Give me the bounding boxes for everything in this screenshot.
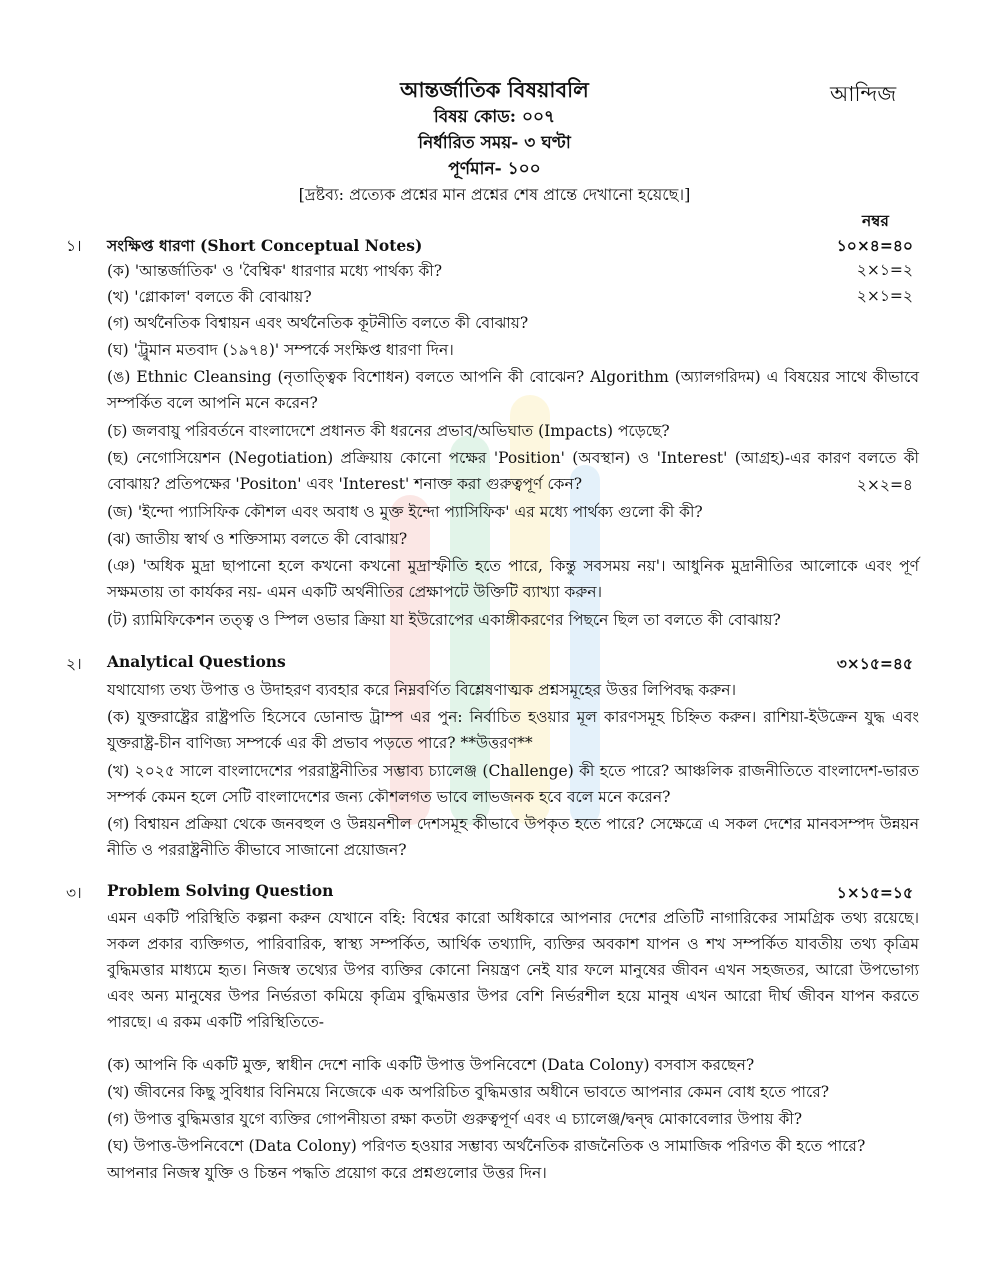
q2-item: (ক) যুক্তরাষ্ট্রের রাষ্ট্রপতি হিসেবে ডোনাল্ড ট্রাম্প এর পুন: নির্বাচিত হওয়ার মূল কারণসমূহ চিহ্নিত করুন। রাশিয়া-ইউক্রেন যুদ্ধ এবং যুক্তরাষ্ট্র-চীন বাণিজ্য সম্পর্কে এর কী প্রভাব পড়তে পারে? **উত্তরণ** — [107, 708, 919, 752]
exam-time: নির্ধারিত সময়- ৩ ঘণ্টা — [418, 133, 571, 153]
full-marks: পূর্ণমান- ১০০ — [448, 159, 541, 179]
exam-title: আন্তর্জাতিক বিষয়াবলি — [400, 77, 589, 102]
marks-column-heading: নম্বর — [862, 211, 889, 230]
q3-item: (ক) আপনি কি একটি মুক্ত, স্বাধীন দেশে নাকি একটি উপাত্ত উপনিবেশে (Data Colony) বসবাস করছেন? — [107, 1056, 755, 1074]
instruction-note: [দ্রষ্টব্য: প্রত্যেক প্রশ্নের মান প্রশ্নের শেষ প্রান্তে দেখানো হয়েছে।] — [298, 185, 691, 204]
q1-item: (ট) র‍্যামিফিকেশন তত্ত্ব ও স্পিল ওভার ক্রিয়া যা ইউরোপের একাঙ্গীকরণের পিছনে ছিল তা বলতে কী বোঝায়? — [107, 611, 781, 629]
q1-item: (ঘ) 'ট্রুমান মতবাদ (১৯৭৪)' সম্পর্কে সংক্ষিপ্ত ধারণা দিন। — [107, 341, 454, 359]
q1-item: (ঝ) জাতীয় স্বার্থ ও শক্তিসাম্য বলতে কী বোঝায়? — [107, 530, 408, 548]
q1-item: (ছ) নেগোসিয়েশন (Negotiation) প্রক্রিয়ায় কোনো পক্ষের 'Position' (অবস্থান) ও 'Interest' (আগ্রহ)-এর কারণ বলতে কী বোঝায়? প্রতিপক্ষের 'Positon' এবং 'Interest' শনাক্ত করা গুরুত্বপূর্ণ কেন? — [107, 449, 919, 493]
q1-item: (ঞ) 'অধিক মুদ্রা ছাপানো হলে কখনো কখনো মুদ্রাস্ফীতি হতে পারে, কিন্তু সবসময় নয়'। আধুনিক মুদ্রানীতির আলোকে এবং পূর্ণ সক্ষমতায় তা কার্যকর নয়- এমন একটি অর্থনীতির প্রেক্ষাপটে উক্তিটি ব্যাখ্যা করুন। — [107, 557, 919, 601]
q1-item: (ক) 'আন্তর্জাতিক' ও 'বৈশ্বিক' ধারণার মধ্যে পার্থক্য কী? — [107, 262, 443, 280]
q3-item: (গ) উপাত্ত বুদ্ধিমত্তার যুগে ব্যক্তির গোপনীয়তা রক্ষা কতটা গুরুত্বপূর্ণ এবং এ চ্যালেঞ্জ/দ্বন্দ্ব মোকাবেলার উপায় কী? — [107, 1110, 803, 1128]
q1-item: (চ) জলবায়ু পরিবর্তনে বাংলাদেশে প্রধানত কী ধরনের প্রভাব/অভিঘাত (Impacts) পড়েছে? — [107, 422, 670, 440]
q1-item: (জ) 'ইন্দো প্যাসিফিক কৌশল এবং অবাধ ও মুক্ত ইন্দো প্যাসিফিক' এর মধ্যে পার্থক্য গুলো কী কী? — [107, 503, 703, 521]
q1-item-marks: ২×১=২ — [856, 287, 913, 305]
q2-intro: যথাযোগ্য তথ্য উপাত্ত ও উদাহরণ ব্যবহার করে নিম্নবর্ণিত বিশ্লেষণাত্মক প্রশ্নসমূহের উত্তর লিপিবদ্ধ করুন। — [107, 681, 737, 699]
q1-title: সংক্ষিপ্ত ধারণা (Short Conceptual Notes) — [107, 236, 423, 255]
q2-marks: ৩×১৫=৪৫ — [836, 654, 913, 673]
q3-intro: এমন একটি পরিস্থিতি কল্পনা করুন যেখানে বহি: বিশ্বের কারো অধিকারে আপনার দেশের প্রতিটি নাগারিকের সামগ্রিক তথ্য রয়েছে। সকল প্রকার ব্যক্তিগত, পারিবারিক, স্বাস্থ্য সম্পর্কিত, আর্থিক তথ্যাদি, ব্যক্তির অবকাশ যাপন ও শখ সম্পর্কিত যাবতীয় তথ্য কৃত্রিম বুদ্ধিমত্তার মাধ্যমে হৃত। নিজস্ব তথ্যের উপর ব্যক্তির কোনো নিয়ন্ত্রণ নেই যার ফলে মানুষের জীবন এখন সহজতর, আরো উপভোগ্য এবং অন্য মানুষের উপর নির্ভরতা কমিয়ে কৃত্রিম বুদ্ধিমত্তার উপর বেশি নির্ভরশীল হয়ে মানুষ এখন আরো দীর্ঘ জীবন যাপন করতে পারছে। এ রকম একটি পরিস্থিতিতে- — [107, 909, 919, 1031]
q2-title: Analytical Questions — [107, 652, 286, 671]
q2-item: (গ) বিশ্বায়ন প্রক্রিয়া থেকে জনবহুল ও উন্নয়নশীল দেশসমূহ কীভাবে উপকৃত হতে পারে? সেক্ষেত্রে এ সকল দেশের মানবসম্পদ উন্নয়ন নীতি ও পররাষ্ট্রনীতি কীভাবে সাজানো প্রয়োজন? — [107, 815, 919, 859]
q1-marks: ১০×৪=৪০ — [836, 236, 913, 255]
q3-number: ৩। — [66, 884, 82, 902]
q1-item-marks: ২×১=২ — [856, 261, 913, 279]
q3-marks: ১×১৫=১৫ — [836, 883, 913, 902]
q3-item: (খ) জীবনের কিছু সুবিধার বিনিময়ে নিজেকে এক অপরিচিত বুদ্ধিমত্তার অধীনে ভাবতে আপনার কেমন বোধ হতে পারে? — [107, 1083, 830, 1101]
q1-item: (ঙ) Ethnic Cleansing (নৃতাত্ত্বিক বিশোধন) বলতে আপনি কী বোঝেন? Algorithm (অ্যালগরিদম) এ বিষয়ের সাথে কীভাবে সম্পর্কিত বলে আপনি মনে করেন? — [107, 368, 919, 412]
q3-item: (ঘ) উপাত্ত-উপনিবেশে (Data Colony) পরিণত হওয়ার সম্ভাব্য অর্থনৈতিক রাজনৈতিক ও সামাজিক পরিণত কী হতে পারে? — [107, 1137, 866, 1155]
q2-number: ২। — [66, 655, 82, 673]
q2-item: (খ) ২০২৫ সালে বাংলাদেশের পররাষ্ট্রনীতির সম্ভাব্য চ্যালেঞ্জ (Challenge) কী হতে পারে? আঞ্চলিক রাজনীতিতে বাংলাদেশ-ভারত সম্পর্ক কেমন হলে সেটি বাংলাদেশের জন্য কৌশলগত ভাবে লাভজনক হবে বলে মনে করেন? — [107, 762, 919, 806]
brand-name: আন্দিজ — [830, 82, 897, 106]
subject-code: বিষয় কোড: ০০৭ — [433, 107, 556, 127]
q1-item: (গ) অর্থনৈতিক বিশ্বায়ন এবং অর্থনৈতিক কূটনীতি বলতে কী বোঝায়? — [107, 314, 529, 332]
q1-item: (খ) 'গ্লোকাল' বলতে কী বোঝায়? — [107, 288, 312, 306]
q3-closing: আপনার নিজস্ব যুক্তি ও চিন্তন পদ্ধতি প্রয়োগ করে প্রশ্নগুলোর উত্তর দিন। — [107, 1164, 547, 1182]
q1-item-marks: ২×২=৪ — [856, 476, 913, 494]
q3-title: Problem Solving Question — [107, 881, 334, 900]
q1-number: ১। — [66, 237, 82, 255]
